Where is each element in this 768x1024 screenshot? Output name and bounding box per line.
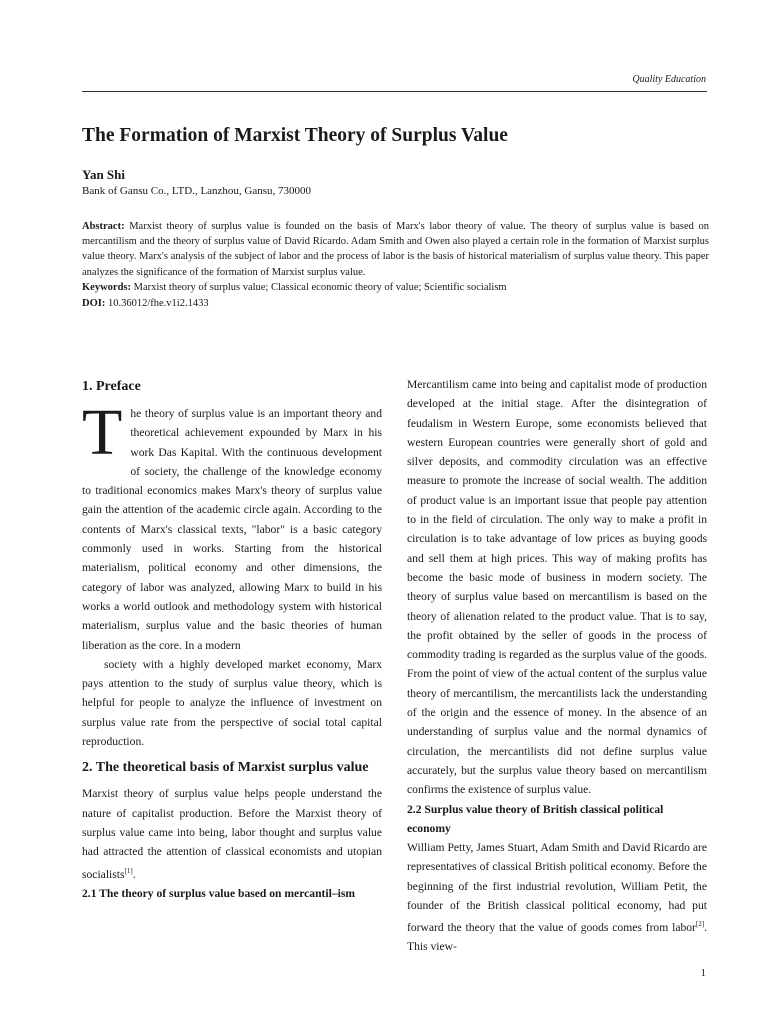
section-heading-theoretical-basis: 2. The theoretical basis of Marxist surplus value [82,760,369,776]
keywords [82,282,709,293]
preface-paragraph-2: society with a highly developed market economy, Marx pays attention to the study of surplus value theory, which is helpful for people to analyze the influence of investment on surplus value rate from the perspective of social total capital reproduction. [82,657,382,749]
theoretical-basis-end: . [132,867,136,881]
preface-text-1: he theory of surplus value is an important theory and theoretical achievement expounded by Marx in his work Das Kapital. With the continuous development of society, the challenge of the knowledge economy to traditional economics makes Marx's theory of surplus value gain the attention of the academic circle again. According to the contents of Marx's classical texts, "labor" is a basic category commonly used in works. Starting from the historical materialism, political economy and other dimensions, the category of labor was analyzed, allowing Marx to build in his works a world outlook and methodology system with historical materialism, surplus value and the basic theories of human liberation as the core. In a modern [82,407,382,652]
mercantilism-paragraph: Mercantilism came into being and capitalist mode of production developed at the initial stage. After the disintegration of feudalism in Western Europe, some economists believed that western European countries were generally short of gold and silver deposits, and commodity circulation was an effective measure to promote the increase of social wealth. The addition of product value is an important issue that people pay attention to in the field of circulation. The only way to make a profit in circulation is to take advantage of low prices as buying goods and sell them at high prices. This way of making profits has become the basic mode of business in modern society. The theory of surplus value based on mercantilism is based on the theory of alienation related to the product value. That is to say, the profit obtained by the seller of goods in the process of commodity trading is regarded as the surplus value of the goods. From the point of view of the actual content of the surplus value theory of mercantilism, the mercantilists lack the understanding of the origin and the essence of money. In the absence of an understanding of surplus value and the normal dynamics of circulation, the mercantilists did not define surplus value accurately, but the surplus value theory based on mercantilism confirms the existence of surplus value. [407,378,707,797]
citation-1[interactable]: [1] [124,866,133,875]
author-affiliation: Bank of Gansu Co., LTD., Lanzhou, Gansu, 730000 [82,185,312,197]
doi-link[interactable]: 10.36012/fhe.v1i2.1433 [107,298,209,309]
citation-2[interactable]: [2] [695,920,705,929]
doi [82,298,209,309]
drop-cap: T [82,396,123,469]
subsection-heading-mercantilism: 2.1 The theory of surplus value based on mercantil–ism [82,886,356,900]
left-column [82,376,382,903]
classical-economy-end: . This view- [407,921,707,954]
page-number: 1 [700,967,706,979]
subsection-heading-classical-economy: 2.2 Surplus value theory of British classical political economy [407,802,664,835]
paper-title: The Formation of Marxist Theory of Surplus Value [82,125,508,146]
classical-economy-text: William Petty, James Stuart, Adam Smith and David Ricardo are representatives of classical British political economy. Before the beginning of the first industrial revolution, William Petit, the founder of the British classical political economy, had put forward the theory that the value of goods comes from labor [407,841,707,935]
abstract [82,219,709,280]
keywords-text: Marxist theory of surplus value; Classical economic theory of value; Scientific socialism [133,282,507,293]
abstract-text: Marxist theory of surplus value is founded on the basis of Marx's labor theory of value. The theory of surplus value is based on mercantilism and the theory of surplus value of David Ricardo. Adam Smith and Owen also played a certain role in the formation of Marxist surplus value theory. Marx's analysis of the subject of labor and the process of labor is the basis of historical materialism of surplus value theory. This paper analyzes the significance of the formation of Marxist surplus value. [82,221,710,278]
keywords-label: Keywords: [82,282,131,293]
journal-name: Quality Education [632,74,706,85]
preface-paragraph-1 [82,396,382,655]
abstract-label: Abstract: [82,221,125,232]
section-heading-preface: 1. Preface [82,379,141,394]
doi-label: DOI: [82,298,106,309]
classical-economy-paragraph [407,838,707,957]
header-rule [82,91,707,92]
theoretical-basis-text: Marxist theory of surplus value helps people understand the nature of capitalist production. Before the Marxist theory of surplus value came into being, labor thought and surplus value had attracted the attention of classical economists and utopian socialists [82,787,382,881]
right-column [407,375,707,957]
author-name: Yan Shi [82,167,125,182]
theoretical-basis-paragraph [82,784,382,883]
